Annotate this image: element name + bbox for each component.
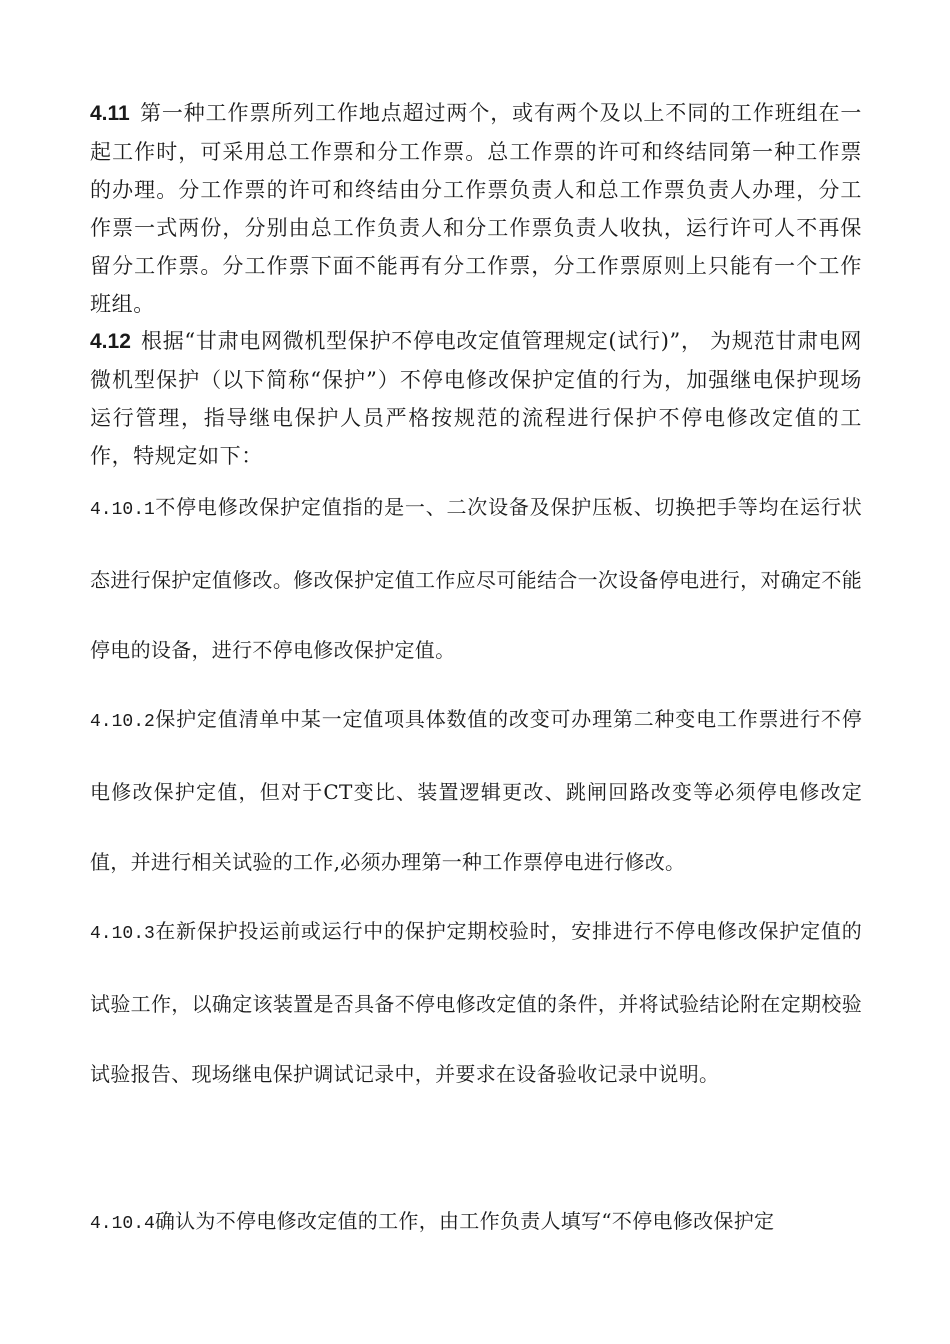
subsection-4-10-2 — [90, 684, 862, 897]
subsection-text: 在新保护投运前或运行中的保护定期校验时，安排进行不停电修改保护定值的试验工作，以确定该装置是否具备不停电修改定值的条件，并将试验结论附在定期校验试验报告、现场继电保护调试记录中，并要求在设备验收记录中说明。 — [90, 919, 862, 1086]
subsection-number: 4.10.4 — [90, 1214, 155, 1234]
subsection-text: 保护定值清单中某一定值项具体数值的改变可办理第二种变电工作票进行不停电修改保护定值，但对于CT变比、装置逻辑更改、跳闸回路改变等必须停电修改定值，并进行相关试验的工作,必须办理第一种工作票停电进行修改。 — [90, 707, 862, 874]
section-number: 4.11 — [90, 102, 130, 125]
subsection-number: 4.10.2 — [90, 712, 155, 732]
section-4-11 — [90, 94, 862, 323]
subsection-number: 4.10.1 — [90, 500, 155, 520]
subsection-4-10-4 — [90, 1186, 862, 1259]
subsection-text: 确认为不停电修改定值的工作，由工作负责人填写“不停电修改保护定 — [154, 1209, 775, 1233]
subsection-text: 不停电修改保护定值指的是一、二次设备及保护压板、切换把手等均在运行状态进行保护定值修改。修改保护定值工作应尽可能结合一次设备停电进行，对确定不能停电的设备，进行不停电修改保护定值。 — [90, 495, 862, 662]
section-text: 根据“甘肃电网微机型保护不停电改定值管理规定(试行)”， 为规范甘肃电网微机型保护（以下简称“保护”）不停电修改保护定值的行为，加强继电保护现场运行管理，指导继电保护人员严格按规范的流程进行保护不停电修改定值的工作，特规定如下： — [90, 329, 862, 468]
section-4-12 — [90, 322, 862, 475]
subsection-4-10-1 — [90, 472, 862, 685]
subsection-number: 4.10.3 — [90, 924, 155, 944]
section-number: 4.12 — [90, 330, 131, 353]
subsection-4-10-3 — [90, 896, 862, 1109]
section-text: 第一种工作票所列工作地点超过两个，或有两个及以上不同的工作班组在一起工作时，可采用总工作票和分工作票。总工作票的许可和终结同第一种工作票的办理。分工作票的许可和终结由分工作票负责人和总工作票负责人办理，分工作票一式两份，分别由总工作负责人和分工作票负责人收执，运行许可人不再保留分工作票。分工作票下面不能再有分工作票，分工作票原则上只能有一个工作班组。 — [90, 101, 862, 316]
